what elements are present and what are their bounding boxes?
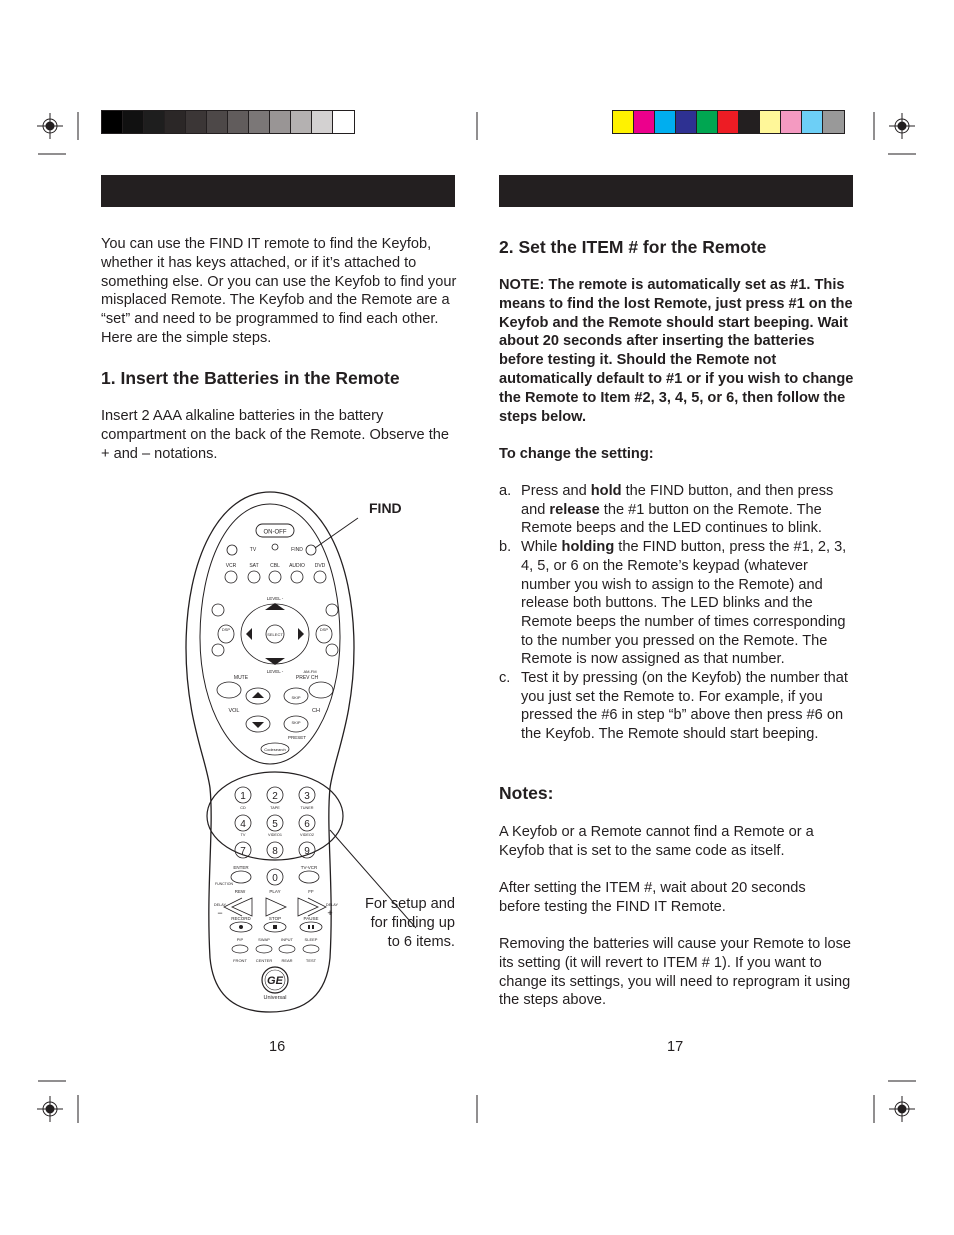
svg-text:DELAY: DELAY — [213, 903, 227, 907]
svg-text:DVD: DVD — [314, 563, 326, 569]
svg-text:CENTER: CENTER — [255, 958, 273, 963]
svg-text:SAT: SAT — [249, 563, 259, 569]
svg-text:PIP: PIP — [236, 937, 244, 942]
svg-text:TV-VCR: TV-VCR — [300, 865, 318, 870]
registration-target-icon — [889, 113, 915, 139]
svg-text:FF: FF — [308, 889, 314, 894]
svg-text:5: 5 — [272, 819, 278, 830]
svg-text:CH: CH — [312, 708, 320, 714]
svg-text:STOP: STOP — [268, 916, 282, 921]
svg-text:CD: CD — [240, 806, 246, 810]
svg-text:REW: REW — [234, 889, 246, 894]
step-a: a. Press and hold the FIND button, and then press and release the #1 button on the Remote. The Remote beeps and the LED continues to blink. — [499, 483, 834, 537]
svg-text:MUTE: MUTE — [233, 675, 249, 681]
svg-text:RECORD: RECORD — [231, 916, 251, 921]
svg-text:4: 4 — [240, 819, 246, 830]
registration-target-icon — [889, 1096, 915, 1122]
svg-text:REAR: REAR — [281, 958, 293, 963]
steps-list — [499, 482, 853, 744]
svg-text:VCR: VCR — [225, 563, 237, 569]
intro-paragraph: You can use the FIND IT remote to find the Keyfob, whether it has keys attached, or if it’s attached to something else. Or you can use the Keyfob to find your misplaced Remote. The Keyfob and the Remote are a “set” and need to be programmed to find each other. Here are the simple steps. — [101, 236, 457, 346]
left-header-bar — [101, 175, 455, 207]
note-2: After setting the ITEM #, wait about 20 seconds before testing the FIND IT Remote. — [499, 880, 806, 915]
svg-text:DELAY: DELAY — [325, 903, 339, 907]
svg-text:TV: TV — [240, 833, 246, 837]
svg-text:PREV CH: PREV CH — [295, 675, 319, 681]
svg-text:SLEEP: SLEEP — [304, 937, 318, 942]
step-c: c. Test it by pressing (on the Keyfob) the number that you just set the Remote to. For example, if you pressed the #6 in step “b” above then press #6 on the Keyfob. The Remote should start beeping. — [499, 670, 848, 743]
svg-text:3: 3 — [304, 791, 310, 802]
note-3: Removing the batteries will cause your Remote to lose its setting (it will revert to ITEM # 1). If you want to change its settings, you will need to reprogram it using the steps above. — [499, 936, 852, 1009]
codesearch-label: Codesearch — [264, 747, 286, 752]
svg-text:PLAY: PLAY — [269, 889, 281, 894]
svg-text:PRESET: PRESET — [287, 735, 307, 740]
page-number-17: 17 — [667, 1039, 684, 1055]
svg-text:FUNCTION: FUNCTION — [214, 882, 234, 886]
svg-text:SKIP: SKIP — [291, 695, 301, 700]
heading-insert-batteries: 1. Insert the Batteries in the Remote — [101, 368, 400, 388]
svg-text:9: 9 — [304, 846, 310, 857]
brand-label: Universal — [263, 995, 287, 1001]
page-number-16: 16 — [269, 1039, 286, 1055]
svg-text:GE: GE — [267, 975, 283, 987]
svg-text:8: 8 — [272, 846, 278, 857]
svg-text:1: 1 — [240, 791, 246, 802]
registration-target-icon — [37, 1096, 63, 1122]
svg-text:FRONT: FRONT — [233, 958, 247, 963]
svg-text:LEVEL -: LEVEL - — [266, 669, 284, 674]
svg-text:+: + — [327, 908, 333, 918]
registration-target-icon — [37, 113, 63, 139]
svg-text:−: − — [217, 908, 223, 918]
find-callout-label: FIND — [369, 500, 402, 516]
right-header-bar — [499, 175, 853, 207]
svg-text:TAPE: TAPE — [270, 806, 280, 810]
svg-text:SWAP: SWAP — [258, 937, 270, 942]
svg-text:CBL: CBL — [270, 563, 280, 569]
svg-text:VIDEO2: VIDEO2 — [300, 833, 314, 837]
svg-text:DSP: DSP — [319, 627, 329, 632]
svg-text:AUDIO: AUDIO — [289, 563, 305, 569]
setup-callout-label: For setup and for finding up to 6 items. — [364, 896, 455, 950]
svg-text:SELECT: SELECT — [267, 632, 283, 637]
svg-text:LEVEL -: LEVEL - — [266, 596, 284, 601]
svg-text:TEST: TEST — [305, 958, 317, 963]
svg-text:SKIP: SKIP — [291, 720, 301, 725]
svg-text:TUNER: TUNER — [300, 806, 314, 810]
on-off-label: ON-OFF — [263, 529, 287, 536]
svg-text:PAUSE: PAUSE — [303, 916, 319, 921]
svg-text:INPUT: INPUT — [281, 937, 293, 942]
battery-instructions: Insert 2 AAA alkaline batteries in the battery compartment on the back of the Remote. Observe the + and – notations. — [101, 408, 449, 462]
change-setting-heading: To change the setting: — [499, 446, 654, 462]
svg-text:AM-FM: AM-FM — [303, 669, 317, 674]
svg-text:2: 2 — [272, 791, 278, 802]
heading-set-item: 2. Set the ITEM # for the Remote — [499, 237, 767, 257]
tv-label: TV — [249, 547, 257, 553]
svg-text:7: 7 — [240, 846, 246, 857]
svg-text:0: 0 — [272, 873, 278, 884]
svg-text:6: 6 — [304, 819, 310, 830]
svg-text:VOL: VOL — [228, 708, 240, 714]
svg-text:VIDEO1: VIDEO1 — [268, 833, 282, 837]
notes-heading: Notes: — [499, 783, 554, 803]
note-paragraph: NOTE: The remote is automatically set as #1. This means to find the lost Remote, just press #1 on the Keyfob and the Remote should start beeping. Wait about 20 seconds after inserting the batteries before testing it. Should the Remote not automatically default to #1 or if you wish to change the Remote to Item #2, 3, 4, 5, or 6, then follow the steps below. — [499, 277, 854, 425]
step-b: b. While holding the FIND button, press the #1, 2, 3, 4, 5, or 6 on the Remote’s keypad (whatever number you wish to assign to the Remote) and release both buttons. The LED blinks and the Remote beeps the number of times corresponding to the number you pressed on the Remote. The Remote is now assigned as that number. — [499, 539, 847, 668]
find-label-small: FIND — [291, 547, 303, 553]
note-1: A Keyfob or a Remote cannot find a Remote or a Keyfob that is set to the same code as itself. — [499, 824, 814, 859]
svg-text:DSP: DSP — [221, 627, 231, 632]
svg-text:ENTER: ENTER — [233, 865, 249, 870]
